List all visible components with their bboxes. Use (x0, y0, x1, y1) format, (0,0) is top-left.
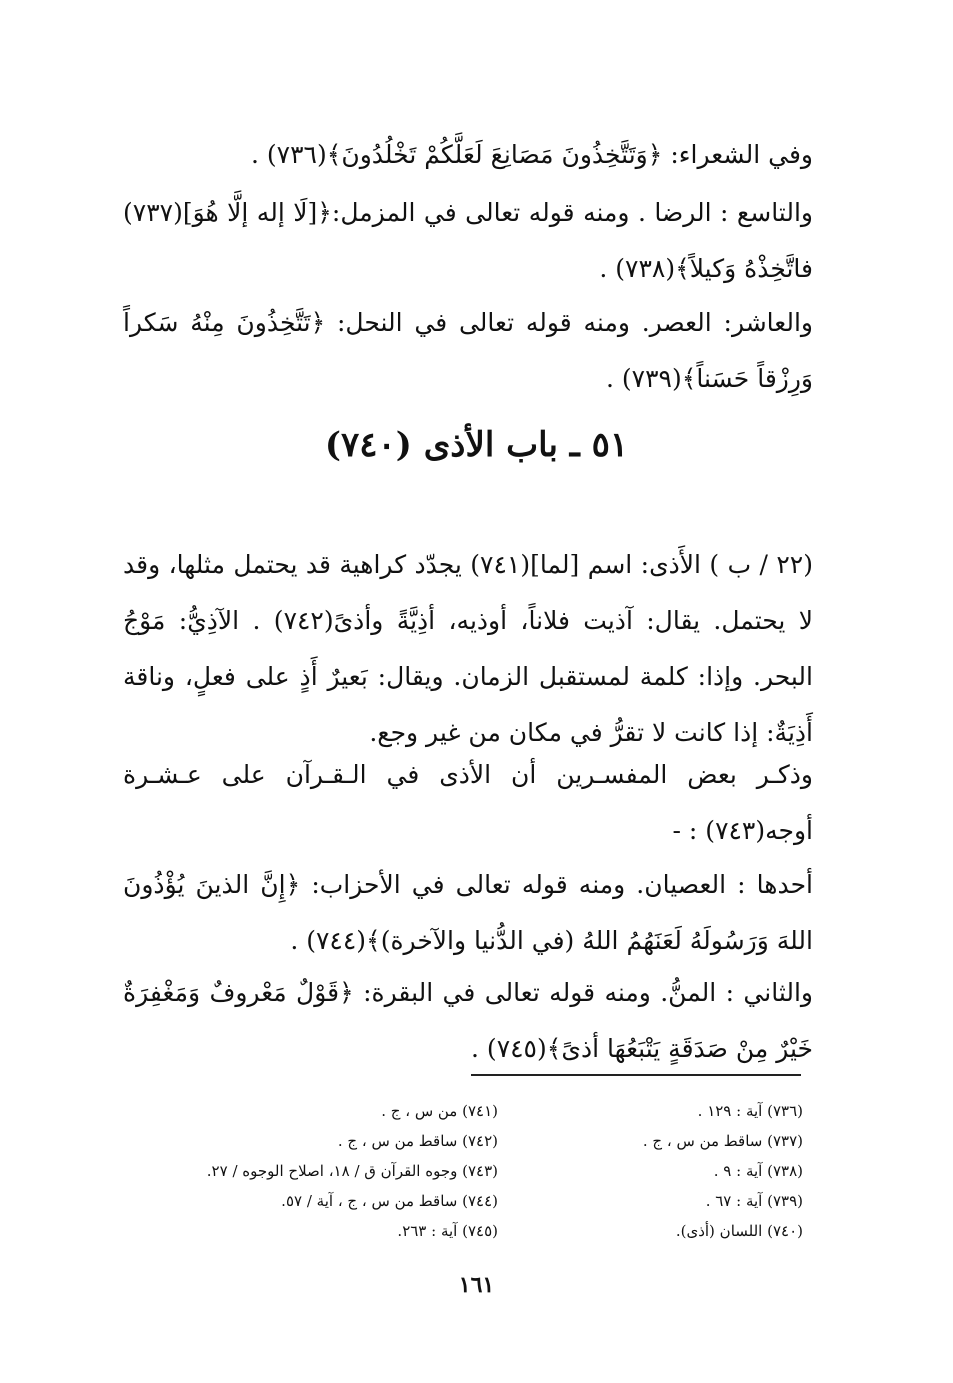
footnote: (٧٤٤) ساقط من س ، ج ، آية / ٥٧. (281, 1192, 498, 1210)
chapter-heading: ٥١ ـ باب الأذى (٧٤٠) (324, 425, 629, 465)
footnote: (٧٤٥) آية : ٢٦٣. (397, 1222, 498, 1240)
page-number: ١٦١ (458, 1272, 495, 1298)
paragraph-ninth-meaning: والتاسع : الرضا . ومنه قوله تعالى في المزمل:﴿[لَا إله إلَّا هُوَ](٧٣٧) فاتَّخِذْهُ وَكيلاً﴾(٧٣٨) . (123, 198, 813, 283)
footnote: (٧٣٩) آية : ٦٧ . (705, 1192, 803, 1210)
paragraph-second-meaning: والثاني : المنُّ. ومنه قوله تعالى في البقرة: ﴿قَوْلٌ مَعْروفٌ وَمَغْفِرَةٌ خَيْرٌ مِنْ صَدَقَةٍ يَتْبَعُهَا أذىً﴾(٧٤٥) . (123, 978, 813, 1063)
footnote: (٧٤١) من س ، ج . (381, 1102, 498, 1120)
footnote: (٧٤٢) ساقط من س ، ج . (337, 1132, 498, 1150)
footnotes-left-column (138, 1096, 498, 1246)
paragraph-tenth-meaning: والعاشر: العصر. ومنه قوله تعالى في النحل: ﴿تَتَّخِذُونَ مِنْهُ سَكراً وَرِزْقاً حَسَناً﴾(٧٣٩) . (123, 308, 813, 393)
paragraph-ninth-meaning-verse: وفي الشعراء: ﴿وَتَتَّخِذُونَ مَصَانِعَ لَعَلَّكُمْ تَخْلُدُونَ﴾(٧٣٦) . (251, 140, 813, 169)
footnote: (٧٤٠) اللسان (أذى). (675, 1222, 803, 1240)
paragraph-meanings-intro: وذكـر بعض المفسـرين أن الأذى في الـقـرآن على عـشـرة أوجه(٧٤٣) : - (123, 760, 813, 845)
footnote: (٧٣٦) آية : ١٢٩ . (697, 1102, 803, 1120)
footnote: (٧٤٣) وجوه القرآن ق / ١٨، اصلاح الوجوه / ٢٧. (206, 1162, 498, 1180)
paragraph-first-meaning: أحدها : العصيان. ومنه قوله تعالى في الأحزاب: ﴿إِنَّ الذينَ يُؤْذُونَ اللهَ وَرَسُولَهُ لَعَنَهُمُ اللهُ (في الدُّنيا والآخرة)﴾(٧٤٤) . (123, 870, 813, 955)
footnote: (٧٣٨) آية : ٩ . (713, 1162, 803, 1180)
footnote: (٧٣٧) ساقط من س ، ج . (642, 1132, 803, 1150)
paragraph-definition: (٢٢ / ب ) الأَذى: اسم [لما](٧٤١) يجدّد كراهية قد يحتمل مثلها، وقد لا يحتمل. يقال: آذيت فلاناً، أوذيه، أذِيَّةً وأذىً(٧٤٢) . الآذِيُّ: مَوْجُ البحر. وإذا: كلمة لمستقبل الزمان. ويقال: بَعيرٌ أَذٍ على فعلٍ، وناقة أَذِيَةٌ: إذا كانت لا تقرُّ في مكان من غير وجع. (123, 550, 814, 747)
footnote-divider (471, 1074, 801, 1076)
